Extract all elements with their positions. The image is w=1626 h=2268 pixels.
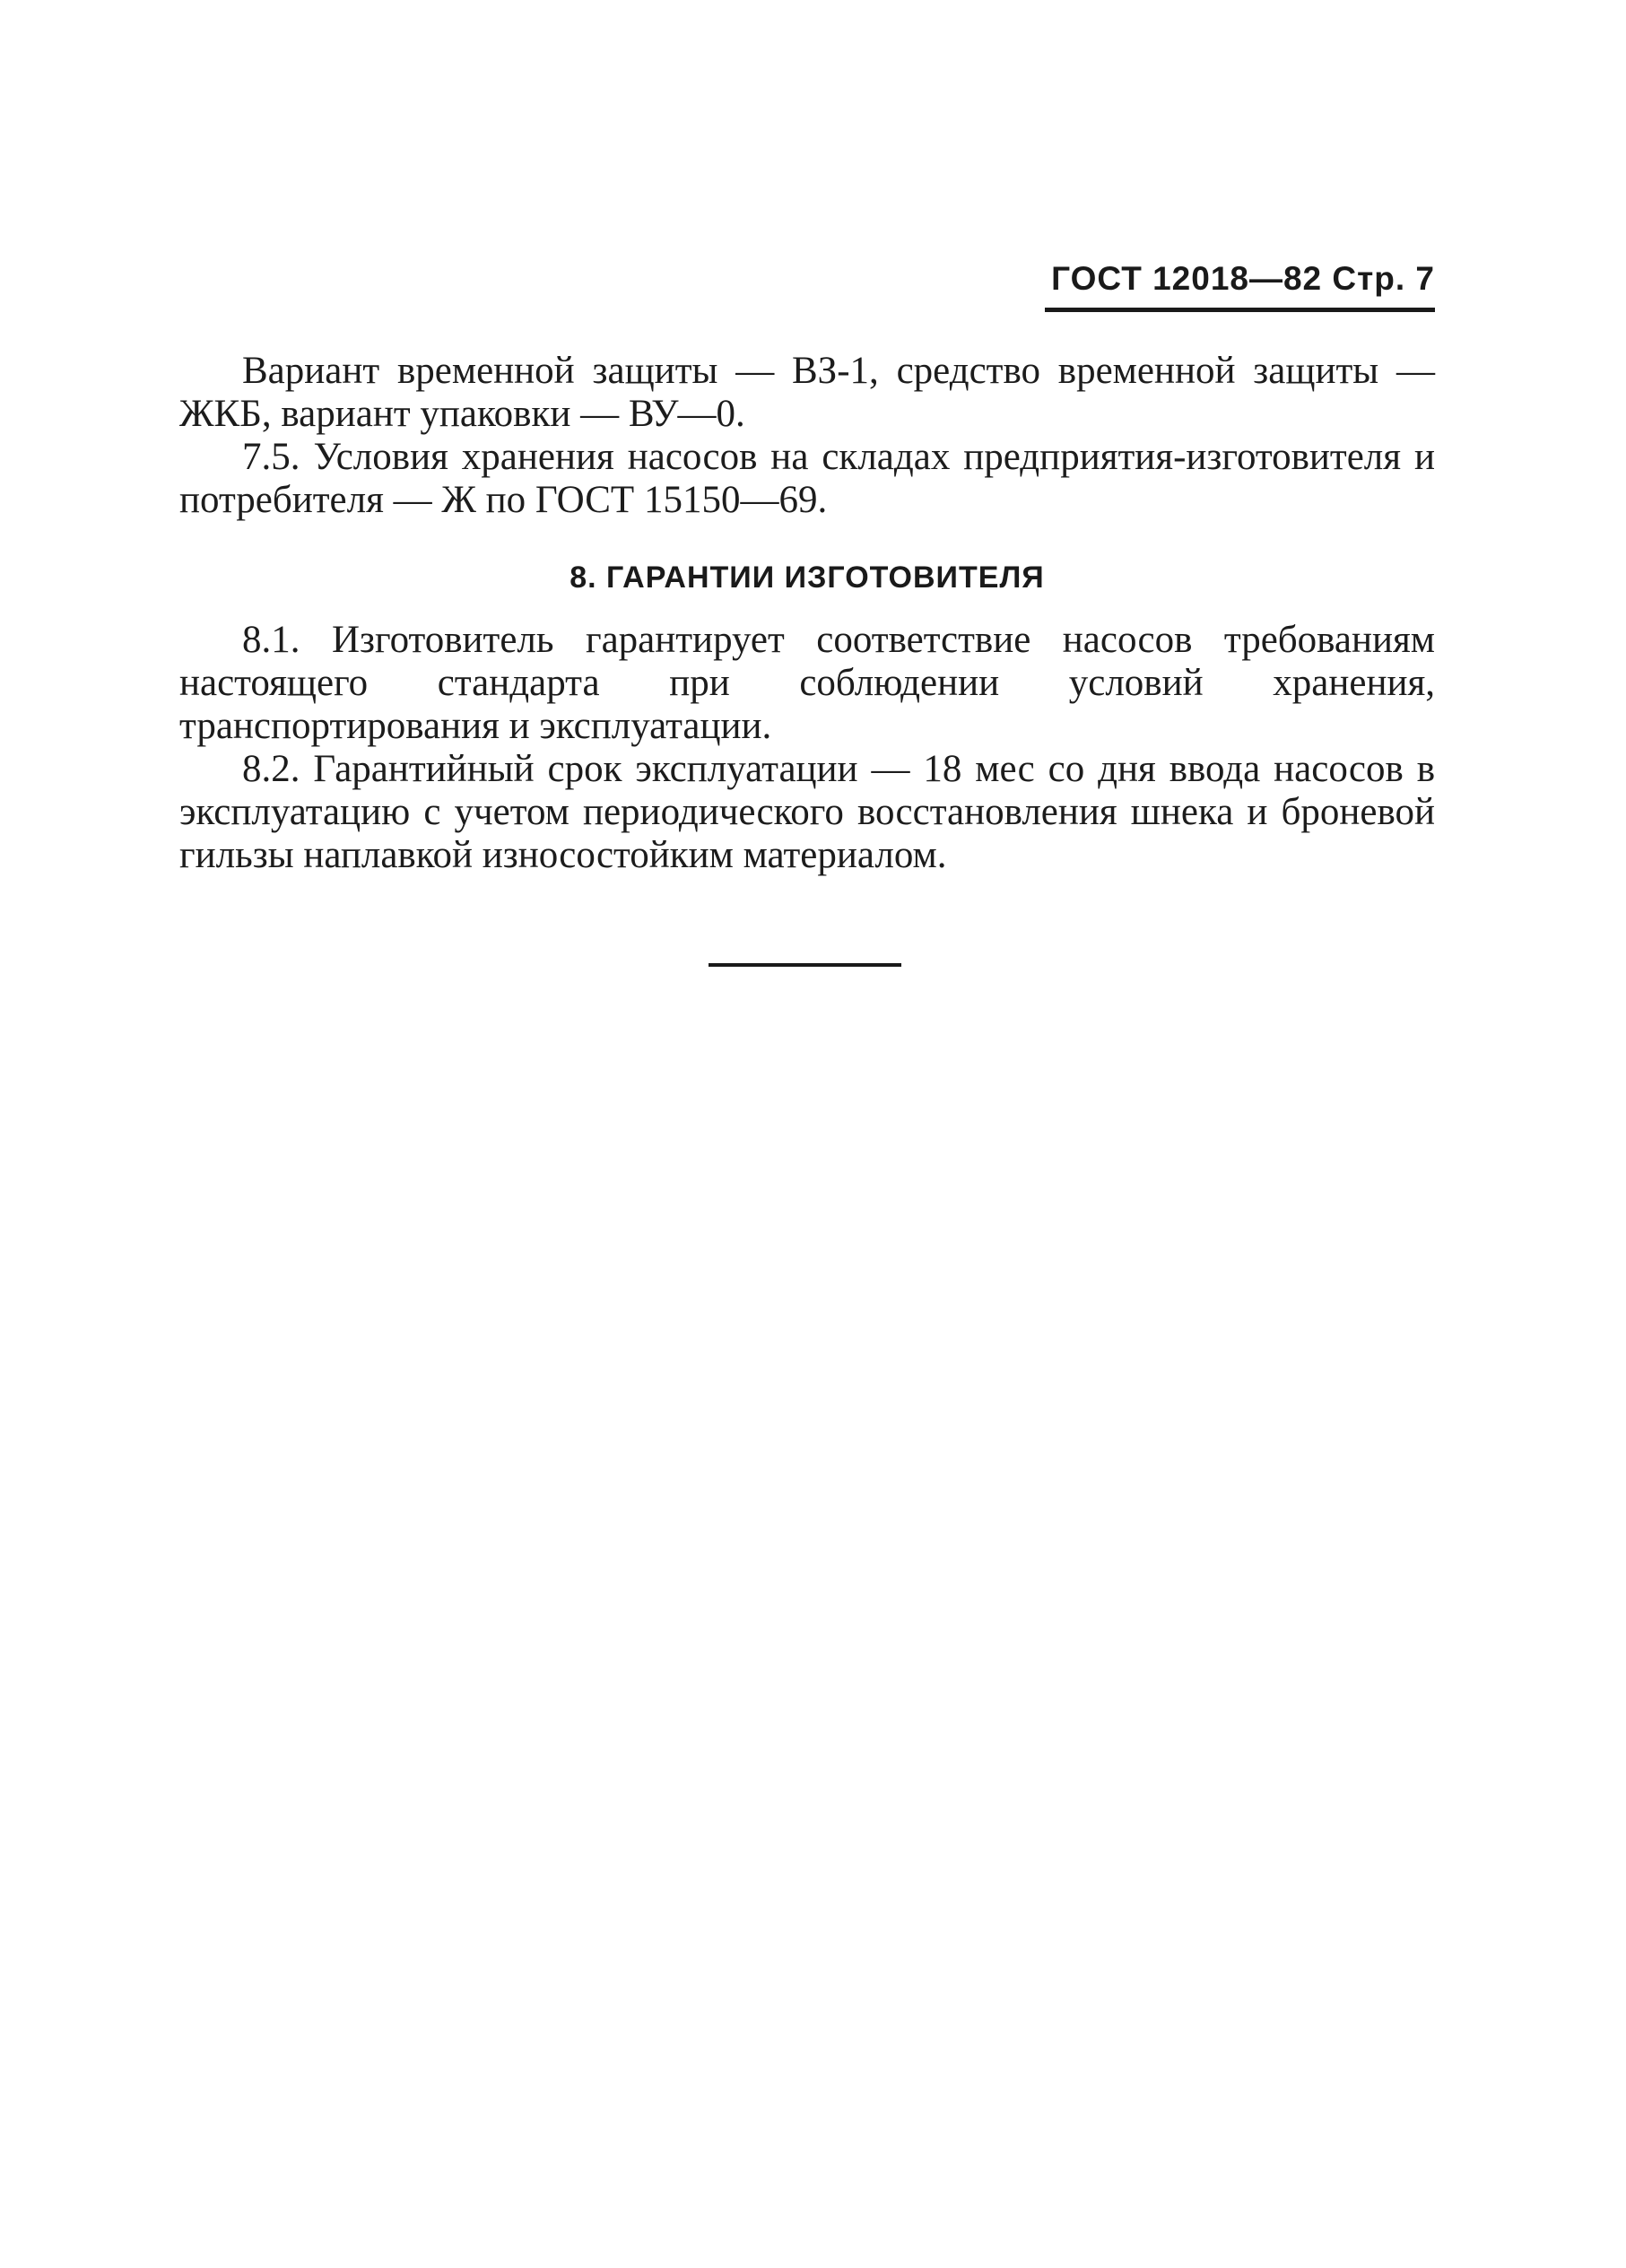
paragraph-8-2: 8.2. Гарантийный срок эксплуатации — 18 мес со дня ввода насосов в эксплуатацию с учетом периодического восстановления шнека и броневой гильзы наплавкой износостойким материалом. xyxy=(179,748,1435,876)
text-block-top xyxy=(179,350,1435,522)
paragraph-8-1: 8.1. Изготовитель гарантирует соответствие насосов требованиям настоящего стандарта при соблюдении условий хранения, транспортирования и эксплуатации. xyxy=(179,619,1435,747)
end-rule xyxy=(709,963,901,967)
text-block-bottom xyxy=(179,619,1435,877)
header-rule xyxy=(1045,308,1435,312)
paragraph-7-5: 7.5. Условия хранения насосов на складах предприятия-изготовителя и потребителя — Ж по ГОСТ 15150—69. xyxy=(179,436,1435,521)
page-header: ГОСТ 12018—82 Стр. 7 xyxy=(1051,260,1435,297)
paragraph-temporary-protection: Вариант временной защиты — ВЗ-1, средство временной защиты — ЖКБ, вариант упаковки — ВУ—0. xyxy=(179,350,1435,435)
section-title: 8. ГАРАНТИИ ИЗГОТОВИТЕЛЯ xyxy=(570,560,1045,595)
